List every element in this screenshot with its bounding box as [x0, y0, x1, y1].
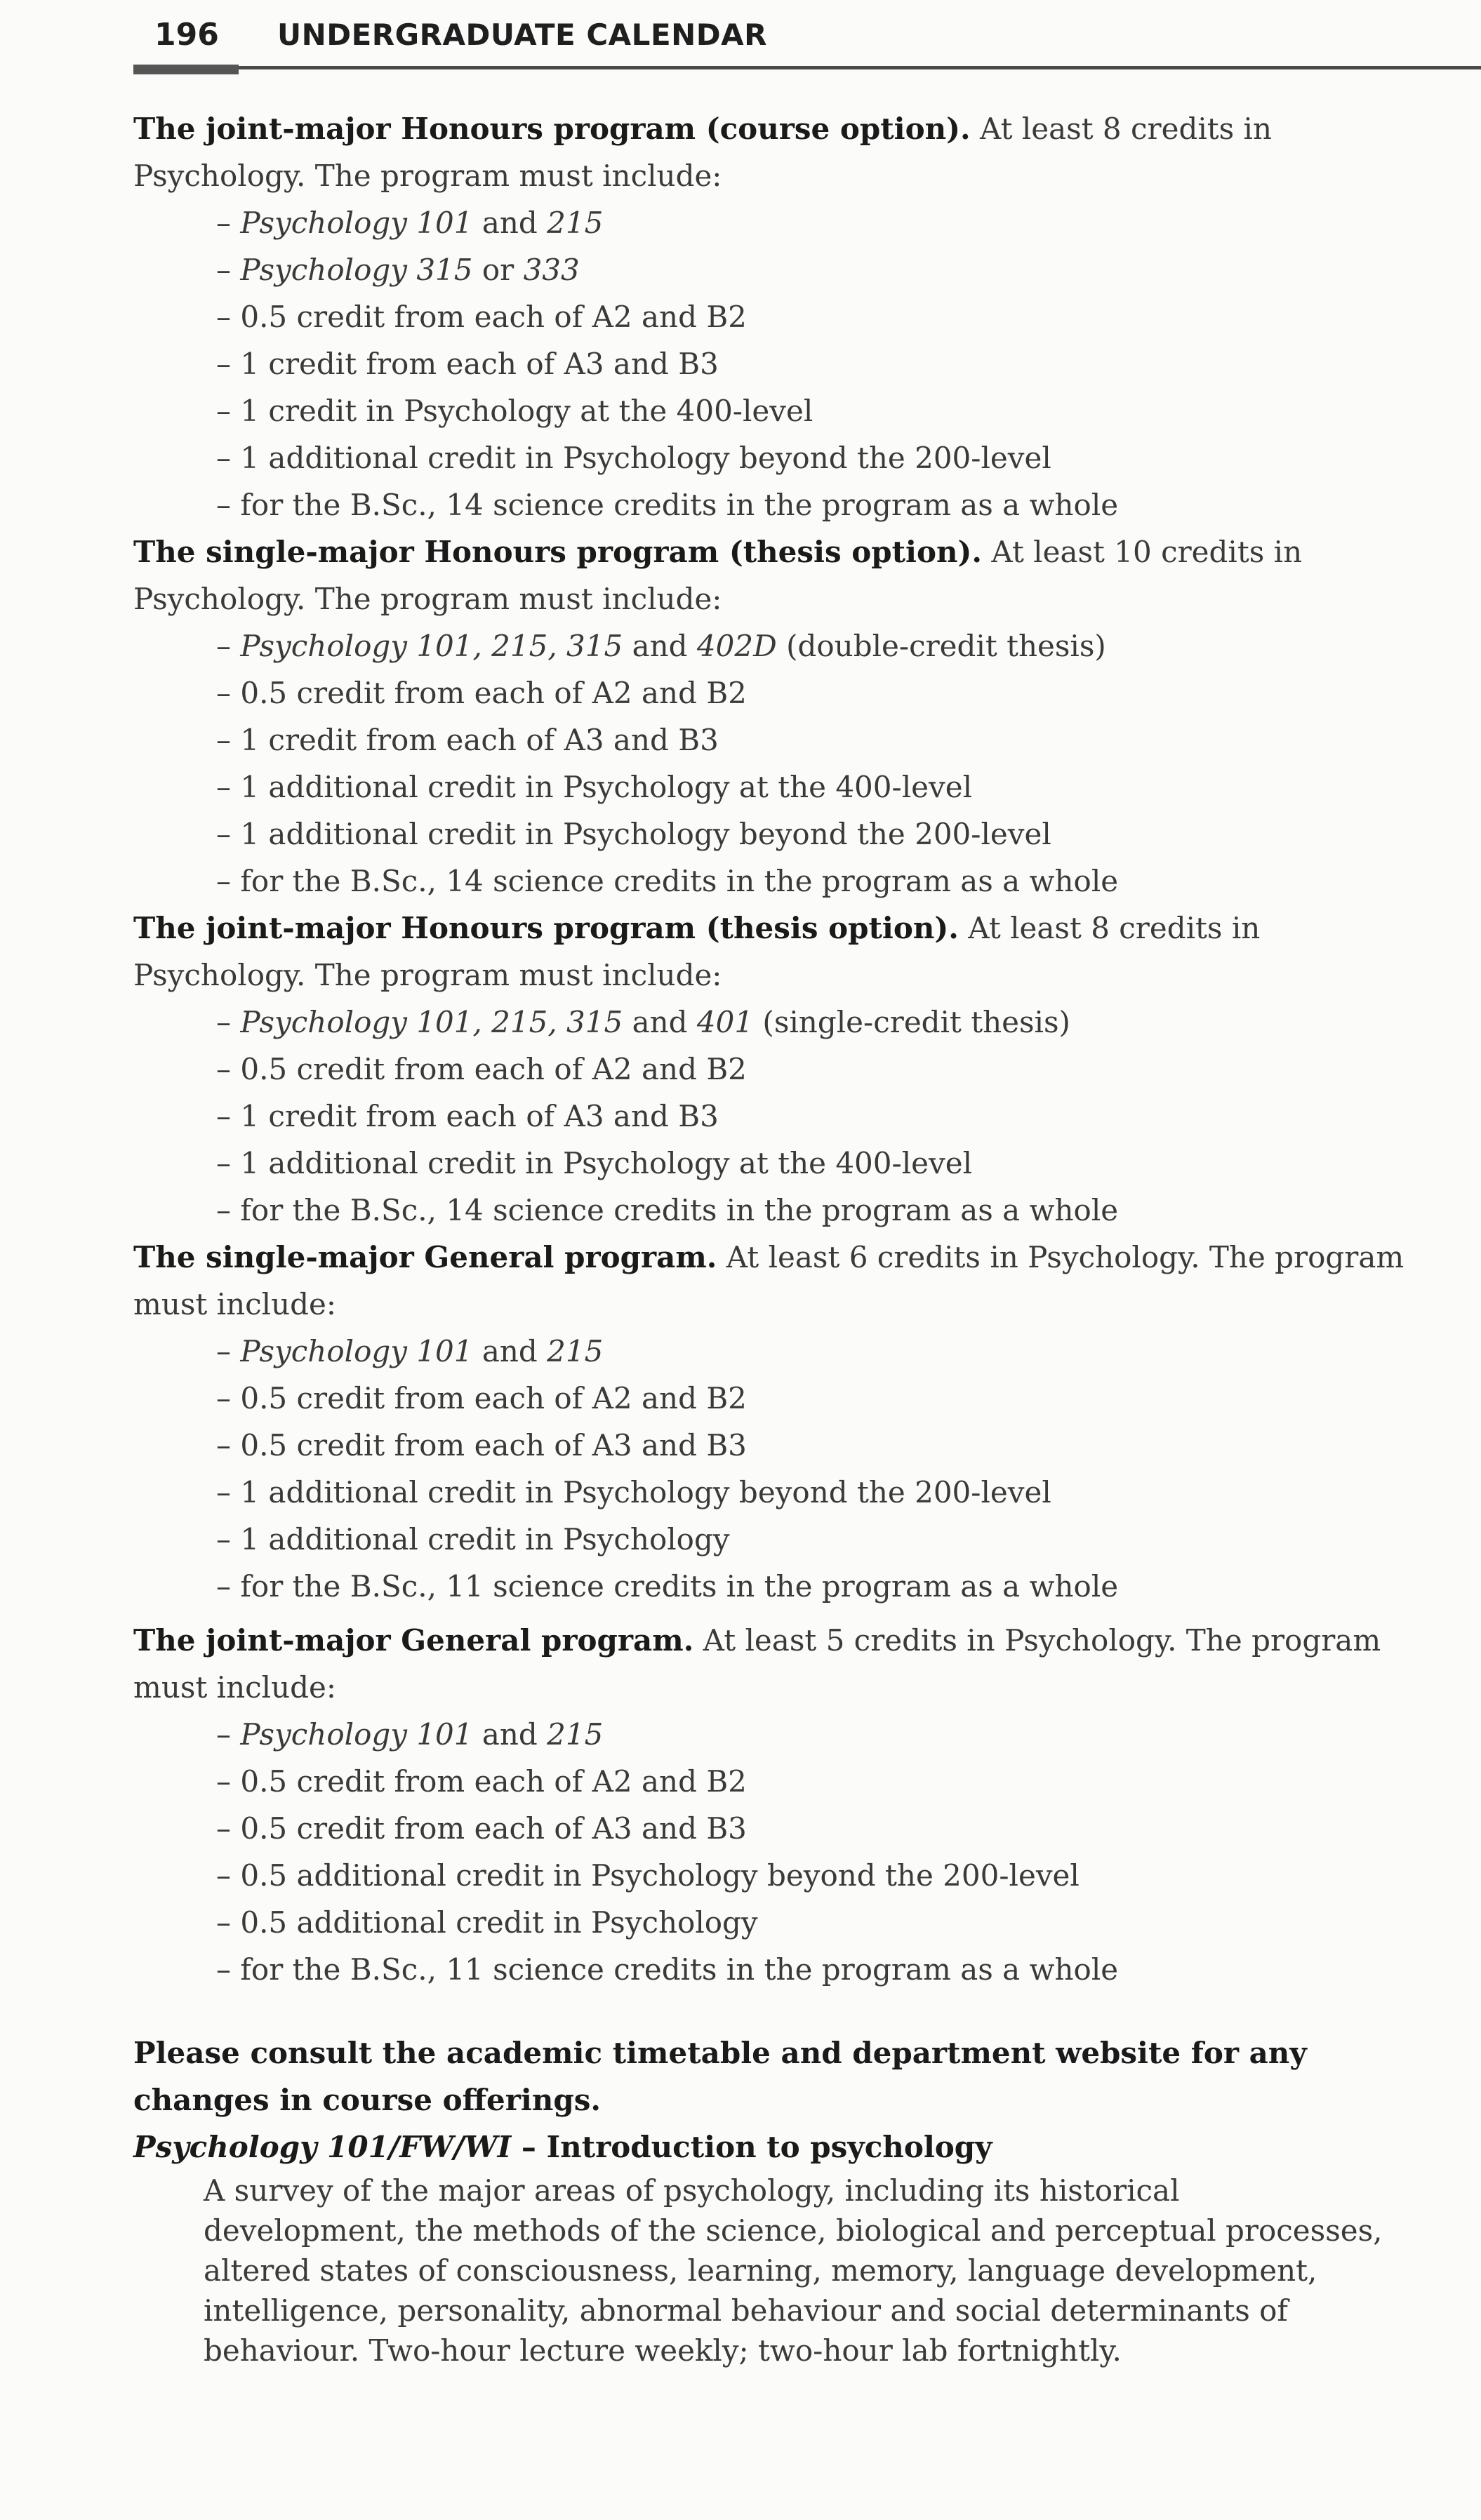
requirement-list [133, 1711, 1439, 1993]
requirement-text: 0.5 additional credit in Psychology beyond the 200-level [240, 1858, 1080, 1893]
requirement-list [133, 1328, 1439, 1610]
requirement-text: 1 additional credit in Psychology beyond the 200-level [240, 441, 1051, 475]
requirement-item: – Psychology 101 and 215 [216, 206, 604, 240]
requirement-item: – Psychology 101, 215, 315 and 402D (double-credit thesis) [216, 629, 1106, 663]
requirement-item: – for the B.Sc., 14 science credits in the program as a whole [216, 864, 1119, 898]
program-list [133, 105, 1439, 1993]
course-reference: Psychology 101 [240, 1334, 473, 1368]
requirement-item: – 1 credit from each of A3 and B3 [216, 347, 719, 381]
requirement-item: – 1 credit from each of A3 and B3 [216, 723, 719, 757]
requirement-text: 1 additional credit in Psychology [240, 1522, 730, 1556]
requirement-item: – 0.5 credit from each of A2 and B2 [216, 1764, 747, 1799]
requirement-text: 1 credit from each of A3 and B3 [240, 1099, 719, 1133]
course-code: Psychology 101/FW/WI [133, 2130, 512, 2164]
requirement-text: 0.5 credit from each of A3 and B3 [240, 1428, 747, 1462]
course-reference: Psychology 101, 215, 315 [240, 1005, 623, 1039]
requirement-item: – 0.5 credit from each of A2 and B2 [216, 1052, 747, 1086]
requirement-text: or [472, 253, 524, 287]
program-description: At least 5 credits in Psychology. The program must include: [133, 1623, 1381, 1705]
requirement-list [133, 622, 1439, 905]
course-reference: 215 [547, 206, 604, 240]
program-intro [133, 105, 1439, 199]
requirement-text: for the B.Sc., 14 science credits in the program as a whole [240, 1193, 1119, 1227]
requirement-text: 1 credit from each of A3 and B3 [240, 347, 719, 381]
requirement-text: and [472, 1334, 547, 1368]
requirement-text: and [623, 1005, 697, 1039]
program-description: At least 10 credits in Psychology. The program must include: [133, 535, 1303, 616]
requirement-item: – 1 credit from each of A3 and B3 [216, 1099, 719, 1133]
course-reference: 333 [523, 253, 580, 287]
course-description: A survey of the major areas of psychology, including its historical development, the methods of the science, biological and perceptual processes, altered states of consciousness, learning, memory, language development, intelligence, personality, abnormal behaviour and social determinants of behaviour. Two-hour lecture weekly; two-hour lab fortnightly. [204, 2173, 1383, 2368]
course-offerings-notice: Please consult the academic timetable and department website for any changes in course offerings. [133, 2036, 1307, 2117]
requirement-item: – 0.5 credit from each of A2 and B2 [216, 300, 747, 334]
program-heading: The joint-major Honours program (course option). [133, 112, 971, 146]
requirement-text: for the B.Sc., 11 science credits in the program as a whole [240, 1952, 1119, 1987]
requirement-item: – for the B.Sc., 14 science credits in the program as a whole [216, 488, 1119, 522]
course-reference: Psychology 101 [240, 1717, 473, 1752]
program-heading: The joint-major Honours program (thesis option). [133, 911, 959, 945]
program-block [133, 528, 1439, 905]
requirement-text: 1 additional credit in Psychology at the 400-level [240, 1146, 972, 1180]
requirement-text: and [623, 629, 697, 663]
requirement-text: 1 additional credit in Psychology beyond the 200-level [240, 817, 1051, 851]
course-reference: 215 [547, 1717, 604, 1752]
program-intro [133, 528, 1439, 622]
requirement-item: – 1 additional credit in Psychology beyond the 200-level [216, 441, 1051, 475]
program-heading: The single-major Honours program (thesis option). [133, 535, 982, 569]
requirement-note: (double-credit thesis) [776, 629, 1106, 663]
header-rule-accent [133, 65, 239, 74]
course-title: – Introduction to psychology [511, 2130, 992, 2164]
requirement-list [133, 199, 1439, 528]
course-reference: Psychology 101 [240, 206, 473, 240]
requirement-item: – 0.5 credit from each of A3 and B3 [216, 1811, 747, 1846]
header-rule [239, 66, 1481, 69]
requirement-item: – 0.5 credit from each of A3 and B3 [216, 1428, 747, 1462]
program-block [133, 105, 1439, 528]
program-intro [133, 1234, 1439, 1328]
requirement-text: 1 additional credit in Psychology at the 400-level [240, 770, 972, 804]
requirement-text: and [472, 206, 547, 240]
requirement-item: – for the B.Sc., 11 science credits in the program as a whole [216, 1569, 1119, 1604]
requirement-item: – for the B.Sc., 14 science credits in the program as a whole [216, 1193, 1119, 1227]
requirement-item: – 1 additional credit in Psychology beyond the 200-level [216, 817, 1051, 851]
requirement-item: – 1 additional credit in Psychology beyond the 200-level [216, 1475, 1051, 1509]
requirement-text: 1 additional credit in Psychology beyond the 200-level [240, 1475, 1051, 1509]
course-reference: Psychology 315 [240, 253, 473, 287]
course-reference: Psychology 101, 215, 315 [240, 629, 623, 663]
program-block [133, 1234, 1439, 1617]
requirement-text: 0.5 credit from each of A2 and B2 [240, 1381, 747, 1415]
requirement-item: – Psychology 101 and 215 [216, 1717, 604, 1752]
requirement-text: 1 credit from each of A3 and B3 [240, 723, 719, 757]
requirement-text: 0.5 credit from each of A2 and B2 [240, 676, 747, 710]
requirement-note: (single-credit thesis) [753, 1005, 1070, 1039]
page-header [133, 14, 1446, 77]
program-block [133, 1617, 1439, 1993]
program-description: At least 8 credits in Psychology. The program must include: [133, 911, 1261, 992]
course-heading [133, 2124, 1439, 2171]
requirement-text: for the B.Sc., 14 science credits in the program as a whole [240, 488, 1119, 522]
program-block [133, 905, 1439, 1234]
requirement-text: for the B.Sc., 14 science credits in the program as a whole [240, 864, 1119, 898]
requirement-item: – 0.5 credit from each of A2 and B2 [216, 1381, 747, 1415]
program-intro [133, 1617, 1439, 1711]
requirement-item: – for the B.Sc., 11 science credits in the program as a whole [216, 1952, 1119, 1987]
requirement-text: for the B.Sc., 11 science credits in the program as a whole [240, 1569, 1119, 1604]
program-heading: The single-major General program. [133, 1240, 717, 1274]
requirement-text: 0.5 credit from each of A2 and B2 [240, 1052, 747, 1086]
course-reference: 401 [696, 1005, 754, 1039]
program-heading: The joint-major General program. [133, 1623, 694, 1658]
requirement-item: – 1 credit in Psychology at the 400-level [216, 394, 813, 428]
program-intro [133, 905, 1439, 999]
requirement-item: – 1 additional credit in Psychology at the 400-level [216, 1146, 972, 1180]
requirement-text: 1 credit in Psychology at the 400-level [240, 394, 813, 428]
requirement-item: – 1 additional credit in Psychology at the 400-level [216, 770, 972, 804]
requirement-item: – Psychology 101 and 215 [216, 1334, 604, 1368]
course-reference: 215 [547, 1334, 604, 1368]
program-description: At least 8 credits in Psychology. The program must include: [133, 112, 1273, 193]
page-number: 196 [154, 17, 219, 53]
running-title: UNDERGRADUATE CALENDAR [277, 18, 767, 52]
requirement-text: 0.5 credit from each of A2 and B2 [240, 300, 747, 334]
requirement-list [133, 999, 1439, 1234]
program-description: At least 6 credits in Psychology. The program must include: [133, 1240, 1404, 1321]
requirement-text: and [472, 1717, 547, 1752]
requirement-item: – 0.5 credit from each of A2 and B2 [216, 676, 747, 710]
requirement-item: – 0.5 additional credit in Psychology [216, 1905, 758, 1940]
requirement-item: – 0.5 additional credit in Psychology beyond the 200-level [216, 1858, 1080, 1893]
page-content [133, 105, 1439, 2371]
requirement-item: – Psychology 315 or 333 [216, 253, 580, 287]
requirement-text: 0.5 additional credit in Psychology [240, 1905, 758, 1940]
course-reference: 402D [696, 629, 777, 663]
requirement-text: 0.5 credit from each of A3 and B3 [240, 1811, 747, 1846]
requirement-item: – 1 additional credit in Psychology [216, 1522, 730, 1556]
requirement-text: 0.5 credit from each of A2 and B2 [240, 1764, 747, 1799]
requirement-item: – Psychology 101, 215, 315 and 401 (single-credit thesis) [216, 1005, 1070, 1039]
